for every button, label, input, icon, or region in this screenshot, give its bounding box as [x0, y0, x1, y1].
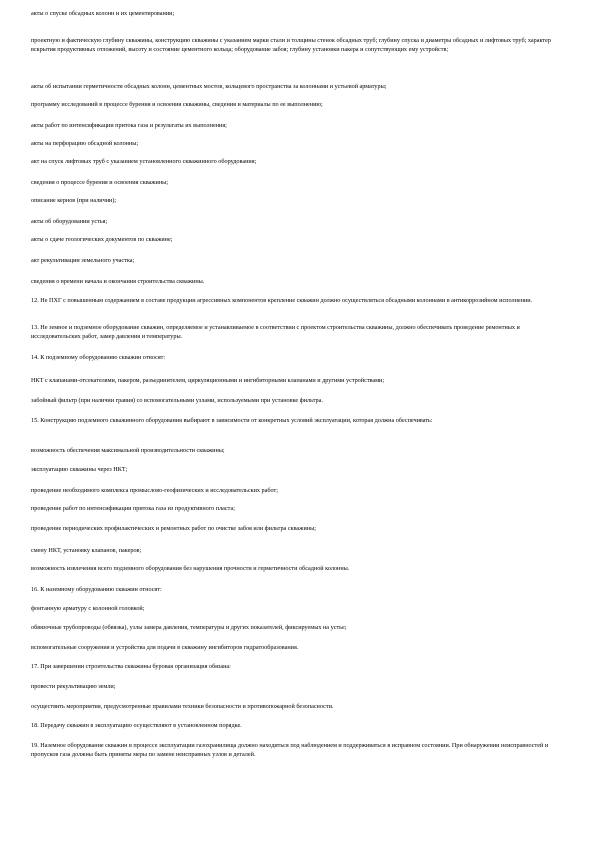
paragraph-piping: обвязочные трубопроводы (обвязка), узлы замера давления, температуры и других показателей, фиксируемых на устье;	[31, 624, 347, 631]
paragraph-item-19: 19. Наземное оборудование скважин в процессе эксплуатации газохранилища должно находиться под наблюдением и поддерживаться в исправном состоянии. При обнаружении неисправностей и пропусков газа должны быть приняты меры по замене неисправных узлов и деталей.	[31, 742, 549, 758]
paragraph-tubing-running-act: акт на спуск лифтовых труб с указанием установленного скважинного оборудования;	[31, 158, 257, 165]
paragraph-tubing-with-valves: НКТ с клапанами-отсекателями, пакером, разъединителем, циркуляционными и ингибиторными клапанами и другими устройствами;	[31, 377, 385, 384]
paragraph-item-16: 16. К наземному оборудованию скважин относят:	[31, 586, 162, 593]
paragraph-recultivation-act: акт рекультивации земельного участка;	[31, 257, 135, 264]
paragraph-research-program: программу исследований в процессе бурения и освоения скважины, сведения и материалы по ее выполнению;	[31, 101, 323, 108]
paragraph-item-17: 17. При завершении строительства скважины буровая организация обязана:	[31, 663, 231, 670]
paragraph-christmas-tree: фонтанную арматуру с колонной головкой;	[31, 605, 145, 612]
paragraph-drilling-info: сведения о процессе бурения и освоения скважины;	[31, 179, 169, 186]
paragraph-geophysical-works: проведение необходимого комплекса промыслово-геофизических и исследовательских работ;	[31, 487, 278, 494]
paragraph-tubing-replacement: смену НКТ, установку клапанов, пакеров;	[31, 547, 142, 554]
paragraph-well-design: проектную и фактическую глубину скважины, конструкцию скважины с указанием марки стали и толщины стенок обсадных труб; глубину спуска и диаметры обсадных и лифтовых труб; характер вскрытия продуктивных отложений, высоту и состояние цементного кольца; оборудование забоя; глубину установки пакера и сопутствующих ему устройств;	[31, 37, 551, 53]
paragraph-tubing-operation: эксплуатацию скважины через НКТ;	[31, 466, 128, 473]
paragraph-tightness-tests: акты об испытании герметичности обсадных колонн, цементных мостов, кольцевого пространства за колоннами и устьевой арматуры;	[31, 83, 387, 90]
paragraph-safety-measures: осуществить мероприятия, предусмотренные правилами техники безопасности и противопожарной безопасности.	[31, 703, 334, 710]
paragraph-stimulation-acts: акты работ по интенсификации притока газа и результаты их выполнения;	[31, 122, 227, 129]
paragraph-wellhead-acts: акты об оборудовании устья;	[31, 218, 108, 225]
paragraph-inhibitor-devices: вспомогательные сооружения и устройства для подачи в скважину ингибиторов гидратообразования.	[31, 644, 299, 651]
paragraph-equipment-extraction: возможность извлечения всего подземного оборудования без нарушения прочности и герметичности обсадной колонны.	[31, 565, 350, 572]
paragraph-perforation-acts: акты на перфорацию обсадной колонны;	[31, 140, 139, 147]
paragraph-land-recultivation: провести рекультивацию земли;	[31, 683, 116, 690]
paragraph-cleaning-works: проведение периодических профилактических и ремонтных работ по очистке забоя или фильтра скважины;	[31, 525, 316, 532]
paragraph-bottom-filter: забойный фильтр (при наличии гравия) со вспомогательными узлами, используемыми при установке фильтра.	[31, 397, 323, 404]
paragraph-item-12: 12. Не ПХГ с повышенным содержанием в составе продукции агрессивных компонентов крепление скважин должно осуществляться обсадными колоннами в антикоррозийном исполнении.	[31, 297, 533, 304]
paragraph-item-14: 14. К подземному оборудованию скважин относят:	[31, 354, 166, 361]
document-page	[31, 0, 565, 842]
paragraph-item-13: 13. Не земное и подземное оборудование скважин, определяемое и устанавливаемое в соответствии с проектом строительства скважины, должно обеспечивать проведение ремонтных и исследовательских работ, замер давления и температуры.	[31, 324, 520, 340]
paragraph-casing-running-acts: акты о спуске обсадных колонн и их цементировании;	[31, 10, 175, 17]
paragraph-stimulation-works: проведение работ по интенсификации притока газа из продуктивного пласта;	[31, 505, 235, 512]
paragraph-item-18: 18. Передачу скважин в эксплуатацию осуществляют в установленном порядке.	[31, 722, 242, 729]
paragraph-geology-docs: акты о сдаче геологических документов по скважине;	[31, 236, 173, 243]
paragraph-item-15: 15. Конструкцию подземного скважинного оборудования выбирают в зависимости от конкретных условий эксплуатации, которая должна обеспечивать:	[31, 417, 433, 424]
paragraph-max-productivity: возможность обеспечения максимальной производительности скважины;	[31, 447, 225, 454]
paragraph-construction-dates: сведения о времени начала и окончания строительства скважины.	[31, 278, 205, 285]
paragraph-core-description: описание кернов (при наличии);	[31, 197, 117, 204]
